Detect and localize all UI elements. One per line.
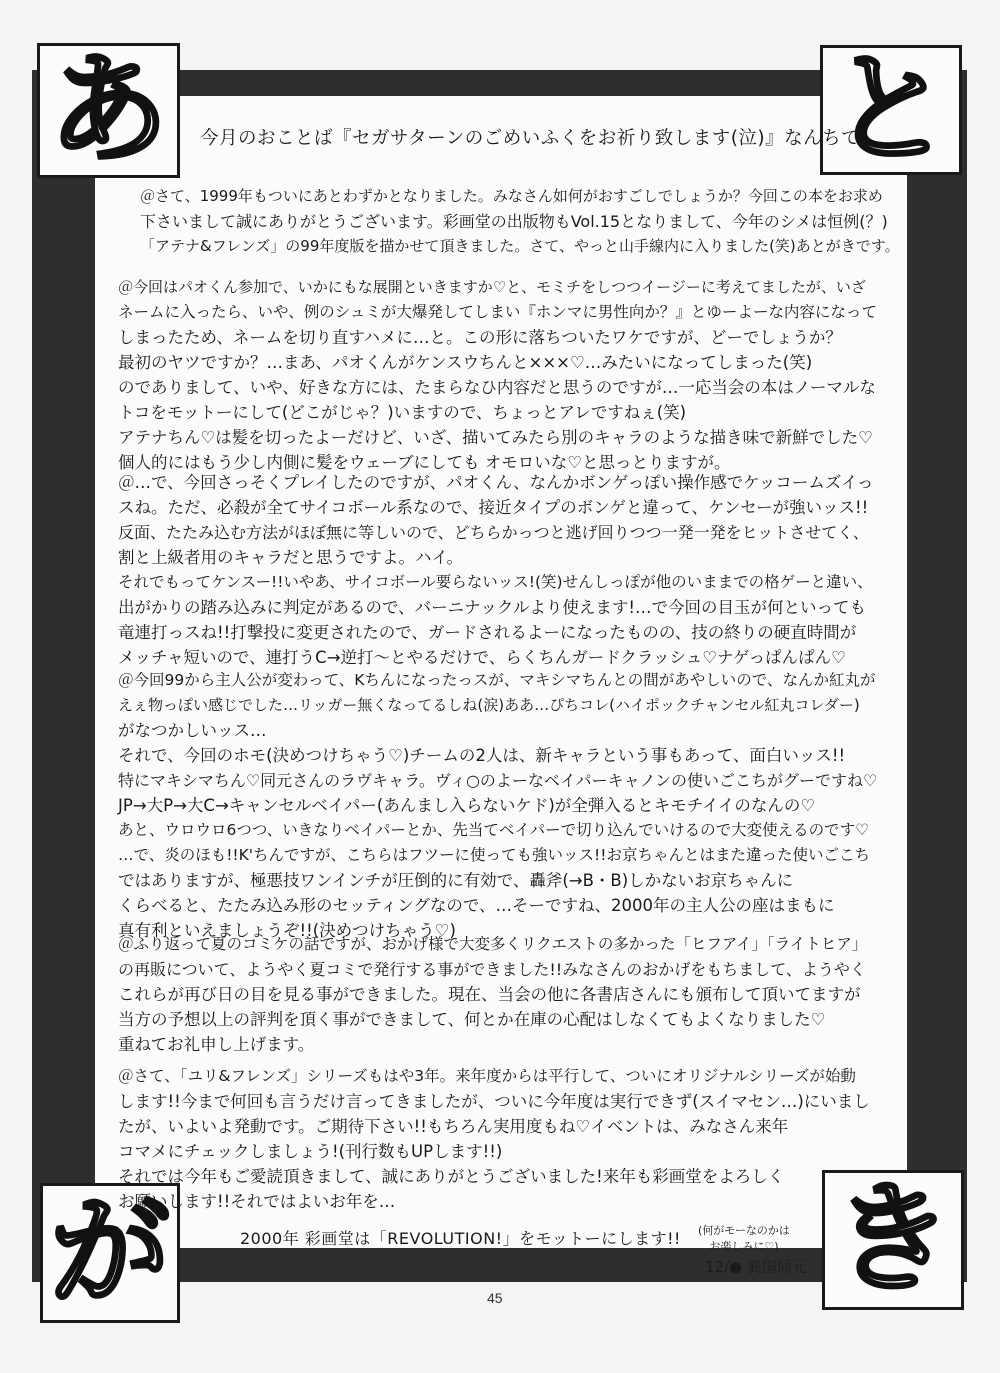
paragraph-5 — [118, 932, 868, 1057]
paragraph-line: 下さいまして誠にありがとうございます。彩画堂の出版物もVol.15となりまして、今年のシメは恒例(？) — [140, 212, 888, 231]
paragraph-line: します!!今まで何回も言うだけ言ってきましたが、ついに今年度は実行できず(スイマセン…)にいまし — [118, 1092, 870, 1111]
paragraph-line: がなつかしいッス… — [118, 721, 267, 740]
paragraph-line: それでは今年もご愛読頂きまして、誠にありがとうございました!来年も彩画堂をよろしく — [118, 1167, 785, 1186]
corner-title-a: あ — [37, 43, 180, 178]
signature: 12/● 異国同元 — [705, 1258, 807, 1276]
paragraph-3 — [118, 470, 874, 670]
paragraph-line: それでもってケンスー!!いやあ、サイコボール要らないッス!(笑)せんしっぽが他のいままでの格ゲーと違い、 — [118, 573, 873, 591]
paragraph-line: トコをモットーにして(どこがじゃ？)いますので、ちょっとアレですねぇ(笑) — [118, 403, 687, 422]
paragraph-line: アテナちん♡は髪を切ったよーだけど、いざ、描いてみたら別のキャラのような描き味で新鮮でした♡ — [118, 428, 873, 447]
paragraph-line: メッチャ短いので、連打うC→逆打～とやるだけで、らくちんガードクラッシュ♡ナゲっぱんぱん♡ — [118, 648, 846, 667]
paragraph-1 — [140, 184, 900, 259]
paragraph-line: たが、いよいよ発動です。ご期待下さい!!もちろん実用度もね♡イベントは、みなさん来年 — [118, 1117, 789, 1136]
paragraph-line: ＠今回はパオくん参加で、いかにもな展開といきますか♡と、モミチをしつつイージーに考えてましたが、いざ — [118, 278, 866, 296]
paragraph-line: コマメにチェックしましょう!(刊行数もUPします!!) — [118, 1142, 503, 1161]
motto-note — [698, 1223, 790, 1255]
paragraph-line: くらべると、たたみ込み形のセッティングなので、…そーですね、2000年の主人公の座はまもに — [118, 896, 835, 915]
paragraph-line: 出がかりの踏み込みに判定があるので、バーニナックルより使えます!…で今回の目玉が何といっても — [118, 598, 866, 617]
motto-note-line: お楽しみに♡) — [709, 1240, 779, 1253]
paragraph-line: ＠今回99から主人公が変わって、Kちんになったっスが、マキシマちんとの間があやしいので、なんか紅丸が — [118, 671, 876, 689]
paragraph-line: それで、今回のホモ(決めつけちゃう♡)チームの2人は、新キャラという事もあって、面白いッス!! — [118, 746, 846, 765]
paragraph-line: 「アテナ&フレンズ」の99年度版を描かせて頂きました。さて、やっと山手線内に入りました(笑)あとがきです。 — [140, 237, 900, 255]
paragraph-line: 真有利といえましょうぞ!!(決めつけちゃう♡) — [118, 921, 456, 940]
paragraph-line: ではありますが、極悪技ワンインチが圧倒的に有効で、轟斧(→B・B)しかないお京ちゃんに — [118, 871, 794, 890]
paragraph-2 — [118, 275, 877, 475]
corner-title-ki: き — [822, 1170, 964, 1310]
paragraph-line: の再販について、ようやく夏コミで発行する事ができました!!みなさんのおかげをもちまして、ようやく — [118, 960, 866, 979]
paragraph-line: 反面、たたみ込む方法がほぼ無に等しいので、どちらかっつと逃げ回りつつ一発一発をヒットさせてく、 — [118, 523, 869, 542]
paragraph-line: お願いします!!それではよいお年を… — [118, 1192, 396, 1211]
corner-title-to: と — [820, 45, 962, 175]
paragraph-line: 個人的にはもう少し内側に髪をウェーブにしても オモロいな♡と思っとりますが。 — [118, 453, 731, 472]
paragraph-line: ＠さて、1999年もついにあとわずかとなりました。みなさん如何がおすごしでしょうか？今回この本をお求め — [140, 187, 883, 205]
headline: 今月のおことば『セガサターンのごめいふくをお祈り致します(泣)』なんちて。 — [200, 128, 879, 149]
paragraph-line: あと、ウロウロ6つつ、いきなりベイパーとか、先当てベイパーで切り込んでいけるので大変使えるのです♡ — [118, 821, 870, 839]
paragraph-line: JP→大P→大C→キャンセルベイパー(あんまし入らないケド)が全弾入るとキモチイイのなんの♡ — [118, 796, 816, 815]
paragraph-line: しまったため、ネームを切り直すハメに…と。この形に落ちついたワケですが、どーでしょうか？ — [118, 328, 842, 347]
corner-title-ga: が — [40, 1183, 180, 1323]
paragraph-6 — [118, 1064, 870, 1214]
paragraph-line: これらが再び日の目を見る事ができました。現在、当会の他に各書店さんにも頒布して頂いてますが — [118, 985, 861, 1004]
paragraph-line: ＠さて、「ユリ&フレンズ」シリーズもはや3年。来年度からは平行して、ついにオリジナルシリーズが始動 — [118, 1067, 856, 1085]
paragraph-line: ＠ふり返って夏のコミケの話ですが、おかげ様で大変多くリクエストの多かった「ヒフアイ」「ライトヒア」 — [118, 935, 868, 953]
paragraph-line: …で、炎のほも!!K'ちんですが、こちらはフツーに使っても強いッス!!お京ちゃんとはまた違った使いごこち — [118, 846, 870, 864]
page-number: 45 — [487, 1290, 503, 1306]
motto-note-line: (何がモーなのかは — [698, 1224, 790, 1237]
paragraph-line: 当方の予想以上の評判を頂く事ができまして、何とか在庫の心配はしなくてもよくなりました♡ — [118, 1010, 826, 1029]
paragraph-line: スね。ただ、必殺が全てサイコボール系なので、接近タイプのボンゲと違って、ケンセーが強いッス!! — [118, 498, 869, 517]
paragraph-line: 割と上級者用のキャラだと思うですよ。ハイ。 — [118, 548, 464, 567]
paragraph-line: 特にマキシマちん♡同元さんのラヴキャラ。ヴィ○のよーなベイパーキャノンの使いごこちがグーですね♡ — [118, 771, 878, 790]
paragraph-line: 重ねてお礼申し上げます。 — [118, 1035, 315, 1054]
paragraph-line: のでありまして、いや、好きな方には、たまらなひ内容だと思うのですが…一応当会の本はノーマルな — [118, 378, 876, 397]
paragraph-line: ネームに入ったら、いや、例のシュミが大爆発してしまい『ホンマに男性向か？』とゆーよーな内容になって — [118, 303, 877, 321]
motto: 2000年 彩画堂は「REVOLUTION!」をモットーにします!! — [240, 1229, 681, 1248]
paragraph-line: ＠…で、今回さっそくプレイしたのですが、パオくん、なんかボンゲっぽい操作感でケッコームズイっ — [118, 473, 874, 492]
paragraph-4 — [118, 668, 878, 943]
paragraph-line: えぇ物っぽい感じでした…リッガー無くなってるしね(涙)ああ…ぴちコレ(ハイポックチャンセル紅丸コレダー) — [118, 696, 860, 714]
paragraph-line: 最初のヤツですか？…まあ、パオくんがケンスウちんと×××♡…みたいになってしまった(笑) — [118, 353, 813, 372]
paragraph-line: 竜連打っスね!!打撃投に変更されたので、ガードされるよーになったものの、技の終りの硬直時間が — [118, 623, 857, 642]
